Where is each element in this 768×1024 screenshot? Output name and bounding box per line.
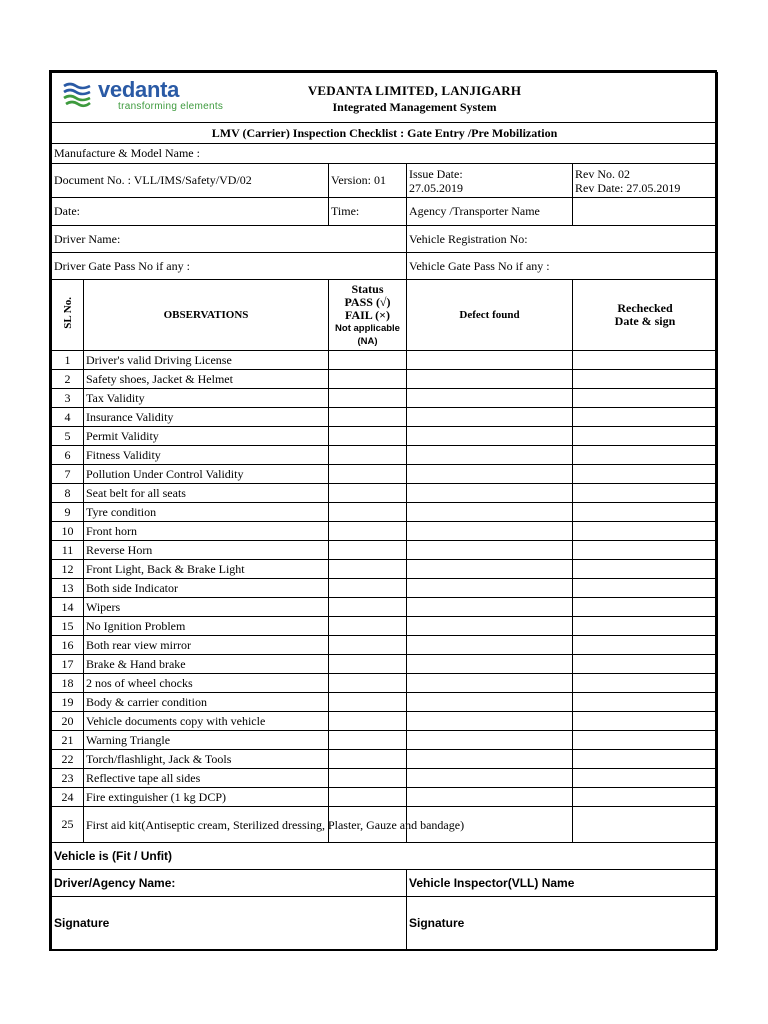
item-recheck-field[interactable]: [573, 370, 718, 389]
item-observation: Driver's valid Driving License: [84, 351, 329, 370]
item-observation: Both rear view mirror: [84, 636, 329, 655]
table-row: [52, 465, 718, 484]
checklist-items: [52, 351, 718, 843]
item-recheck-field[interactable]: [573, 750, 718, 769]
table-row: [52, 636, 718, 655]
item-observation: Reverse Horn: [84, 541, 329, 560]
item-recheck-field[interactable]: [573, 617, 718, 636]
item-observation: Wipers: [84, 598, 329, 617]
item-defect-field[interactable]: [407, 370, 573, 389]
item-observation: Safety shoes, Jacket & Helmet: [84, 370, 329, 389]
vehicle-registration-field[interactable]: Vehicle Registration No:: [407, 226, 718, 253]
table-row: [52, 541, 718, 560]
item-recheck-field[interactable]: [573, 351, 718, 370]
table-row: [52, 351, 718, 370]
rev-number: Rev No. 02: [575, 166, 630, 181]
item-defect-field[interactable]: [407, 484, 573, 503]
item-observation: Vehicle documents copy with vehicle: [84, 712, 329, 731]
table-row: [52, 674, 718, 693]
item-status-field[interactable]: [329, 446, 407, 465]
item-number: 16: [52, 636, 84, 655]
item-observation: Tax Validity: [84, 389, 329, 408]
item-observation: Tyre condition: [84, 503, 329, 522]
item-observation: Fire extinguisher (1 kg DCP): [84, 788, 329, 807]
item-number: 24: [52, 788, 84, 807]
logo-tagline: transforming elements: [118, 101, 224, 112]
item-status-field[interactable]: [329, 788, 407, 807]
item-defect-field[interactable]: [407, 446, 573, 465]
item-status-field[interactable]: [329, 370, 407, 389]
item-observation: Front horn: [84, 522, 329, 541]
item-defect-field[interactable]: [407, 465, 573, 484]
item-observation: Seat belt for all seats: [84, 484, 329, 503]
item-defect-field[interactable]: [407, 427, 573, 446]
item-recheck-field[interactable]: [573, 465, 718, 484]
letterhead: [52, 73, 718, 123]
vehicle-gate-pass-field[interactable]: Vehicle Gate Pass No if any :: [407, 253, 718, 280]
item-defect-field[interactable]: [407, 351, 573, 370]
table-row: [52, 617, 718, 636]
item-number: 6: [52, 446, 84, 465]
vehicle-inspector-name-field[interactable]: Vehicle Inspector(VLL) Name: [407, 870, 718, 897]
company-name: VEDANTA LIMITED, LANJIGARH: [307, 82, 522, 98]
item-number: 12: [52, 560, 84, 579]
item-defect-field[interactable]: [407, 693, 573, 712]
item-number: 1: [52, 351, 84, 370]
item-recheck-field[interactable]: [573, 598, 718, 617]
item-number: 8: [52, 484, 84, 503]
table-row: [52, 788, 718, 807]
signature-right-field[interactable]: Signature: [407, 897, 718, 950]
item-status-field[interactable]: [329, 750, 407, 769]
item-status-field[interactable]: [329, 579, 407, 598]
table-row: [52, 370, 718, 389]
issue-date-label: Issue Date:: [409, 166, 463, 181]
item-status-field[interactable]: [329, 617, 407, 636]
inspection-checklist-sheet: [49, 70, 717, 951]
item-status-field[interactable]: [329, 731, 407, 750]
item-defect-field[interactable]: [407, 598, 573, 617]
observations-header: OBSERVATIONS: [84, 280, 329, 351]
item-recheck-field[interactable]: [573, 788, 718, 807]
item-status-field[interactable]: [329, 636, 407, 655]
item-observation: Permit Validity: [84, 427, 329, 446]
item-defect-field[interactable]: [407, 408, 573, 427]
item-observation: Insurance Validity: [84, 408, 329, 427]
item-status-field[interactable]: [329, 408, 407, 427]
item-recheck-field[interactable]: [573, 389, 718, 408]
item-observation: First aid kit(Antiseptic cream, Sterilized dressing, Plaster, Gauze and bandage): [84, 807, 329, 843]
checklist-title: LMV (Carrier) Inspection Checklist : Gate Entry /Pre Mobilization: [52, 123, 718, 144]
document-number: Document No. : VLL/IMS/Safety/VD/02: [52, 164, 329, 198]
item-status-field[interactable]: [329, 465, 407, 484]
item-status-field[interactable]: [329, 427, 407, 446]
item-defect-field[interactable]: [407, 750, 573, 769]
table-row: [52, 408, 718, 427]
item-recheck-field[interactable]: [573, 674, 718, 693]
item-recheck-field[interactable]: [573, 484, 718, 503]
item-status-field[interactable]: [329, 693, 407, 712]
item-recheck-field[interactable]: [573, 712, 718, 731]
item-number: 15: [52, 617, 84, 636]
driver-gate-pass-field[interactable]: Driver Gate Pass No if any :: [52, 253, 407, 280]
item-status-field[interactable]: [329, 503, 407, 522]
signature-left-field[interactable]: Signature: [52, 897, 407, 950]
item-defect-field[interactable]: [407, 674, 573, 693]
item-observation: Torch/flashlight, Jack & Tools: [84, 750, 329, 769]
item-number: 5: [52, 427, 84, 446]
vehicle-fit-unfit[interactable]: Vehicle is (Fit / Unfit): [52, 843, 718, 870]
item-status-field[interactable]: [329, 389, 407, 408]
date-field[interactable]: Date:: [52, 198, 329, 226]
item-observation: 2 nos of wheel chocks: [84, 674, 329, 693]
item-status-field[interactable]: [329, 712, 407, 731]
item-recheck-field[interactable]: [573, 579, 718, 598]
item-status-field[interactable]: [329, 560, 407, 579]
item-observation: Pollution Under Control Validity: [84, 465, 329, 484]
item-number: 9: [52, 503, 84, 522]
item-status-field[interactable]: [329, 351, 407, 370]
item-status-field[interactable]: [329, 541, 407, 560]
item-observation: Reflective tape all sides: [84, 769, 329, 788]
item-defect-field[interactable]: [407, 636, 573, 655]
item-defect-field[interactable]: [407, 503, 573, 522]
item-status-field[interactable]: [329, 769, 407, 788]
item-number: 18: [52, 674, 84, 693]
item-number: 2: [52, 370, 84, 389]
item-number: 13: [52, 579, 84, 598]
item-number: 11: [52, 541, 84, 560]
item-defect-field[interactable]: [407, 389, 573, 408]
item-defect-field[interactable]: [407, 769, 573, 788]
agency-label: Agency /Transporter Name: [407, 198, 573, 226]
item-recheck-field[interactable]: [573, 655, 718, 674]
item-defect-field[interactable]: [407, 522, 573, 541]
table-row: [52, 731, 718, 750]
item-recheck-field[interactable]: [573, 503, 718, 522]
table-row: [52, 598, 718, 617]
item-observation: Front Light, Back & Brake Light: [84, 560, 329, 579]
item-recheck-field[interactable]: [573, 769, 718, 788]
table-row: [52, 579, 718, 598]
defect-found-header: Defect found: [407, 280, 573, 351]
item-number: 22: [52, 750, 84, 769]
item-number: 25: [52, 807, 84, 843]
table-row: [52, 427, 718, 446]
item-number: 4: [52, 408, 84, 427]
item-number: 14: [52, 598, 84, 617]
item-number: 17: [52, 655, 84, 674]
item-observation: Warning Triangle: [84, 731, 329, 750]
item-recheck-field[interactable]: [573, 560, 718, 579]
logo-waves-icon: [62, 82, 92, 108]
item-recheck-field[interactable]: [573, 427, 718, 446]
item-defect-field[interactable]: [407, 617, 573, 636]
table-row: [52, 693, 718, 712]
manufacture-model-field[interactable]: Manufacture & Model Name :: [52, 144, 718, 164]
item-recheck-field[interactable]: [573, 408, 718, 427]
table-row: [52, 712, 718, 731]
item-defect-field[interactable]: [407, 579, 573, 598]
table-row: [52, 522, 718, 541]
table-row: [52, 446, 718, 465]
version: Version: 01: [329, 164, 407, 198]
issue-date-value: 27.05.2019: [409, 180, 463, 195]
system-name: Integrated Management System: [332, 99, 497, 114]
item-recheck-field[interactable]: [573, 807, 718, 843]
item-status-field[interactable]: [329, 484, 407, 503]
table-row: [52, 389, 718, 408]
item-defect-field[interactable]: [407, 655, 573, 674]
item-defect-field[interactable]: [407, 712, 573, 731]
sl-no-header: SL No.: [52, 280, 84, 351]
checklist-table: [51, 72, 718, 950]
issue-date-cell: [407, 164, 573, 198]
driver-agency-name-field[interactable]: Driver/Agency Name:: [52, 870, 407, 897]
item-number: 10: [52, 522, 84, 541]
item-status-field[interactable]: [329, 522, 407, 541]
table-row: [52, 655, 718, 674]
item-observation: Body & carrier condition: [84, 693, 329, 712]
table-row: [52, 503, 718, 522]
table-row: [52, 560, 718, 579]
item-recheck-field[interactable]: [573, 541, 718, 560]
item-defect-field[interactable]: [407, 541, 573, 560]
item-recheck-field[interactable]: [573, 731, 718, 750]
item-status-field[interactable]: [329, 674, 407, 693]
item-recheck-field[interactable]: [573, 522, 718, 541]
item-recheck-field[interactable]: [573, 636, 718, 655]
item-observation: No Ignition Problem: [84, 617, 329, 636]
status-header: Status PASS (√) FAIL (×) Not applicable (NA): [329, 280, 407, 351]
item-defect-field[interactable]: [407, 788, 573, 807]
rev-date: Rev Date: 27.05.2019: [575, 180, 681, 195]
table-row: [52, 484, 718, 503]
table-row: [52, 750, 718, 769]
item-observation: Both side Indicator: [84, 579, 329, 598]
item-recheck-field[interactable]: [573, 693, 718, 712]
item-number: 7: [52, 465, 84, 484]
item-status-field[interactable]: [329, 655, 407, 674]
driver-name-field[interactable]: Driver Name:: [52, 226, 407, 253]
table-row: [52, 807, 718, 843]
rechecked-header: Rechecked Date & sign: [573, 280, 718, 351]
revision-cell: [573, 164, 718, 198]
item-number: 19: [52, 693, 84, 712]
time-field[interactable]: Time:: [329, 198, 407, 226]
item-number: 23: [52, 769, 84, 788]
item-number: 3: [52, 389, 84, 408]
agency-value-field[interactable]: [573, 198, 718, 226]
item-defect-field[interactable]: [407, 731, 573, 750]
item-number: 21: [52, 731, 84, 750]
item-number: 20: [52, 712, 84, 731]
item-recheck-field[interactable]: [573, 446, 718, 465]
logo-wordmark: vedanta: [98, 77, 180, 102]
item-observation: Fitness Validity: [84, 446, 329, 465]
item-defect-field[interactable]: [407, 560, 573, 579]
item-observation: Brake & Hand brake: [84, 655, 329, 674]
vedanta-logo: [62, 79, 242, 113]
item-status-field[interactable]: [329, 598, 407, 617]
table-row: [52, 769, 718, 788]
